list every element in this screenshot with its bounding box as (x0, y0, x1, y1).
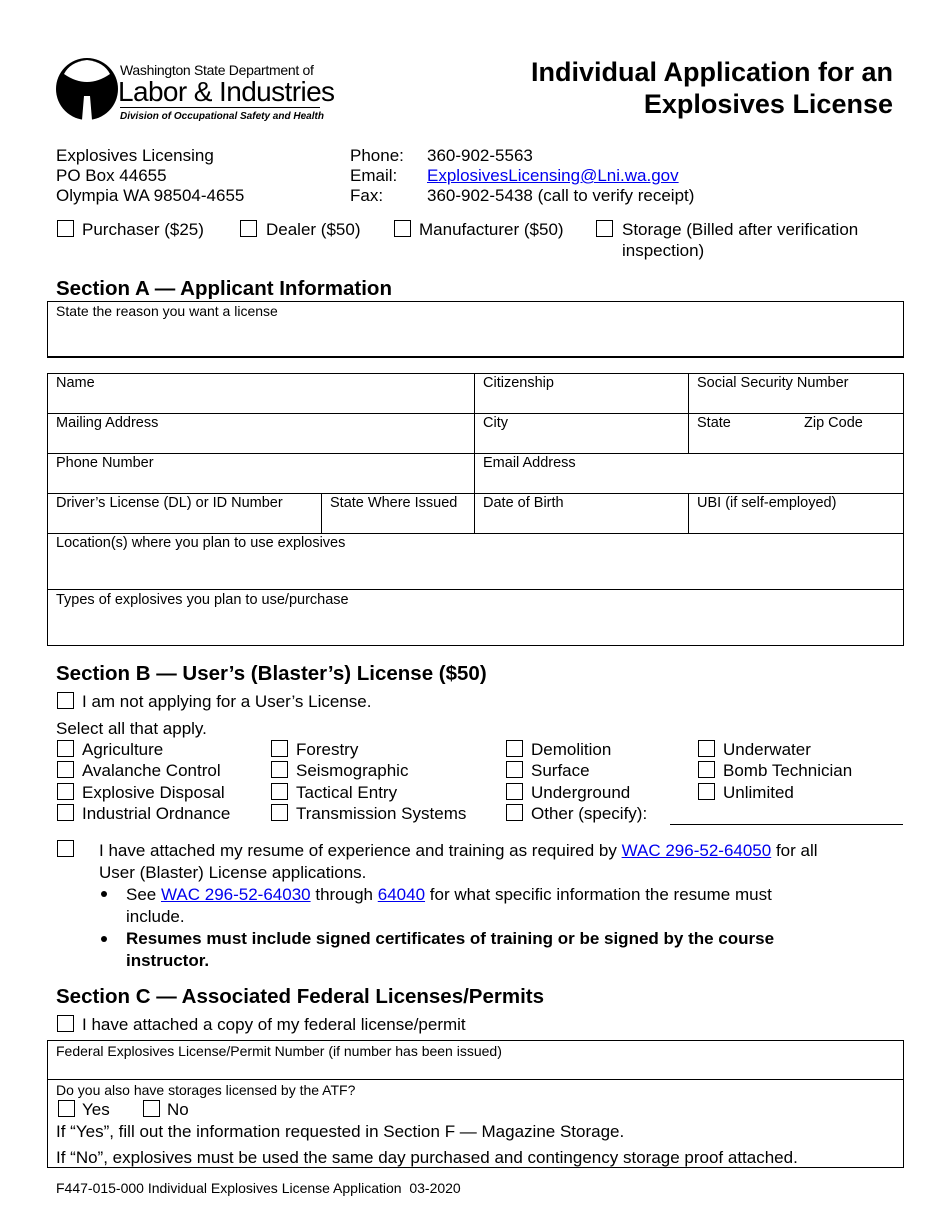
atf-no-label: No (167, 1100, 189, 1119)
bullet-resume-requirement (126, 929, 886, 971)
resume-attestation (99, 841, 899, 883)
row-divider (47, 1079, 904, 1080)
if-no-instruction: If “No”, explosives must be used the same day purchased and contingency storage proof attached. (56, 1148, 798, 1167)
storage-label-line2: inspection) (622, 241, 705, 260)
dealer-checkbox[interactable] (240, 220, 257, 237)
citizenship-field-label[interactable]: Citizenship (483, 375, 554, 391)
surface-checkbox[interactable] (506, 761, 523, 778)
email-link[interactable]: ExplosivesLicensing@Lni.wa.gov (427, 166, 679, 185)
types-field-label[interactable]: Types of explosives you plan to use/purchase (56, 592, 349, 608)
atf-question: Do you also have storages licensed by the ATF? (56, 1082, 356, 1098)
col-divider (474, 373, 475, 533)
bomb-technician-label: Bomb Technician (723, 761, 853, 780)
storage-label (622, 220, 912, 261)
storage-checkbox[interactable] (596, 220, 613, 237)
resume-text2: for all (775, 841, 818, 860)
row-divider (47, 413, 904, 414)
address-line: Explosives Licensing (56, 146, 214, 165)
demolition-checkbox[interactable] (506, 740, 523, 757)
explosive-disposal-label: Explosive Disposal (82, 783, 225, 802)
wac-64040-link[interactable]: 64040 (377, 885, 426, 904)
unlimited-label: Unlimited (723, 783, 794, 802)
surface-label: Surface (531, 761, 590, 780)
bullet1-see: See (126, 885, 157, 904)
underground-checkbox[interactable] (506, 783, 523, 800)
purchaser-label: Purchaser ($25) (82, 220, 204, 239)
agency-logo (54, 54, 335, 128)
resume-line2: User (Blaster) License applications. (99, 863, 367, 882)
email-field-label[interactable]: Email Address (483, 455, 576, 471)
seismographic-checkbox[interactable] (271, 761, 288, 778)
title-line2: Explosives License (643, 89, 893, 119)
state-field-label[interactable]: State (697, 415, 731, 431)
section-b-heading: Section B — User’s (Blaster’s) License ($50) (56, 662, 487, 685)
form-footer: F447-015-000 Individual Explosives License Application 03-2020 (56, 1180, 461, 1196)
page-title (473, 56, 893, 120)
contact-labels (350, 146, 404, 206)
logo-divider (120, 107, 320, 108)
dob-field-label[interactable]: Date of Birth (483, 495, 564, 511)
phone-field-label[interactable]: Phone Number (56, 455, 154, 471)
col-divider (321, 493, 322, 533)
transmission-systems-label: Transmission Systems (296, 804, 467, 823)
zip-field-label[interactable]: Zip Code (804, 415, 863, 431)
mailing-address-block (56, 146, 244, 206)
tactical-entry-label: Tactical Entry (296, 783, 398, 802)
federal-license-attached-checkbox[interactable] (57, 1015, 74, 1032)
row-divider (47, 453, 904, 454)
contact-values (427, 146, 694, 206)
col-divider (688, 373, 689, 453)
not-applying-label: I am not applying for a User’s License. (82, 692, 372, 711)
mailing-address-field-label[interactable]: Mailing Address (56, 415, 159, 431)
city-field-label[interactable]: City (483, 415, 508, 431)
name-field-label[interactable]: Name (56, 375, 95, 391)
bullet1-rest: for what specific information the resume must (429, 885, 772, 904)
select-all-label: Select all that apply. (56, 719, 207, 738)
other-specify-checkbox[interactable] (506, 804, 523, 821)
address-line: Olympia WA 98504-4655 (56, 186, 245, 205)
not-applying-checkbox[interactable] (57, 692, 74, 709)
resume-text1: I have attached my resume of experience and training as required by (99, 841, 617, 860)
underwater-label: Underwater (723, 740, 811, 759)
title-line1: Individual Application for an (530, 57, 893, 87)
bullet1-through: through (315, 885, 374, 904)
bullet2-line2: instructor. (126, 951, 210, 970)
state-issued-field-label[interactable]: State Where Issued (330, 495, 458, 511)
storage-label-line1: Storage (Billed after verification (622, 220, 859, 239)
agriculture-checkbox[interactable] (57, 740, 74, 757)
dl-field-label[interactable]: Driver’s License (DL) or ID Number (56, 495, 283, 511)
col-divider (688, 493, 689, 533)
phone-label: Phone: (350, 146, 404, 165)
forestry-label: Forestry (296, 740, 359, 759)
agriculture-label: Agriculture (82, 740, 164, 759)
avalanche-control-checkbox[interactable] (57, 761, 74, 778)
bullet-dot (101, 936, 107, 942)
unlimited-checkbox[interactable] (698, 783, 715, 800)
forestry-checkbox[interactable] (271, 740, 288, 757)
section-c-heading: Section C — Associated Federal Licenses/Permits (56, 985, 545, 1008)
atf-yes-checkbox[interactable] (58, 1100, 75, 1117)
email-label: Email: (350, 166, 398, 185)
underwater-checkbox[interactable] (698, 740, 715, 757)
bullet1-line2: include. (126, 907, 185, 926)
ssn-field-label[interactable]: Social Security Number (697, 375, 849, 391)
avalanche-control-label: Avalanche Control (82, 761, 221, 780)
industrial-ordnance-label: Industrial Ordnance (82, 804, 231, 823)
bullet-dot (101, 891, 107, 897)
row-divider (47, 589, 904, 590)
underground-label: Underground (531, 783, 631, 802)
resume-line1 (99, 841, 899, 861)
if-yes-instruction: If “Yes”, fill out the information requested in Section F — Magazine Storage. (56, 1122, 625, 1141)
other-specify-label: Other (specify): (531, 804, 648, 823)
purchaser-checkbox[interactable] (57, 220, 74, 237)
federal-license-attached-label: I have attached a copy of my federal license/permit (82, 1015, 466, 1034)
demolition-label: Demolition (531, 740, 612, 759)
bullet1-line1 (126, 885, 886, 905)
reason-label: State the reason you want a license (56, 303, 278, 319)
lni-logo-mark (54, 56, 120, 122)
fax-label: Fax: (350, 186, 384, 205)
bullet-see-wac (126, 885, 886, 927)
manufacturer-checkbox[interactable] (394, 220, 411, 237)
agency-line2: Labor & Industries (118, 76, 335, 107)
wac-64030-link[interactable]: WAC 296-52-64030 (160, 885, 311, 904)
manufacturer-label: Manufacturer ($50) (419, 220, 564, 239)
agency-line1: Washington State Department of (120, 62, 314, 78)
other-specify-input[interactable] (670, 824, 903, 825)
bullet2-line1: Resumes must include signed certificates of training or be signed by the course (126, 929, 775, 948)
wac-64050-link[interactable]: WAC 296-52-64050 (621, 841, 772, 860)
fax-value: 360-902-5438 (call to verify receipt) (427, 186, 695, 205)
resume-attached-checkbox[interactable] (57, 840, 74, 857)
atf-no-checkbox[interactable] (143, 1100, 160, 1117)
seismographic-label: Seismographic (296, 761, 409, 780)
locations-field-label[interactable]: Location(s) where you plan to use explosives (56, 535, 346, 551)
address-line: PO Box 44655 (56, 166, 167, 185)
atf-yes-label: Yes (82, 1100, 110, 1119)
dealer-label: Dealer ($50) (266, 220, 361, 239)
bomb-technician-checkbox[interactable] (698, 761, 715, 778)
agency-line3: Division of Occupational Safety and Health (120, 111, 324, 122)
industrial-ordnance-checkbox[interactable] (57, 804, 74, 821)
federal-license-number-label[interactable]: Federal Explosives License/Permit Number (if number has been issued) (56, 1043, 502, 1059)
explosive-disposal-checkbox[interactable] (57, 783, 74, 800)
tactical-entry-checkbox[interactable] (271, 783, 288, 800)
ubi-field-label[interactable]: UBI (if self-employed) (697, 495, 837, 511)
transmission-systems-checkbox[interactable] (271, 804, 288, 821)
phone-value: 360-902-5563 (427, 146, 533, 165)
section-a-heading: Section A — Applicant Information (56, 277, 392, 300)
